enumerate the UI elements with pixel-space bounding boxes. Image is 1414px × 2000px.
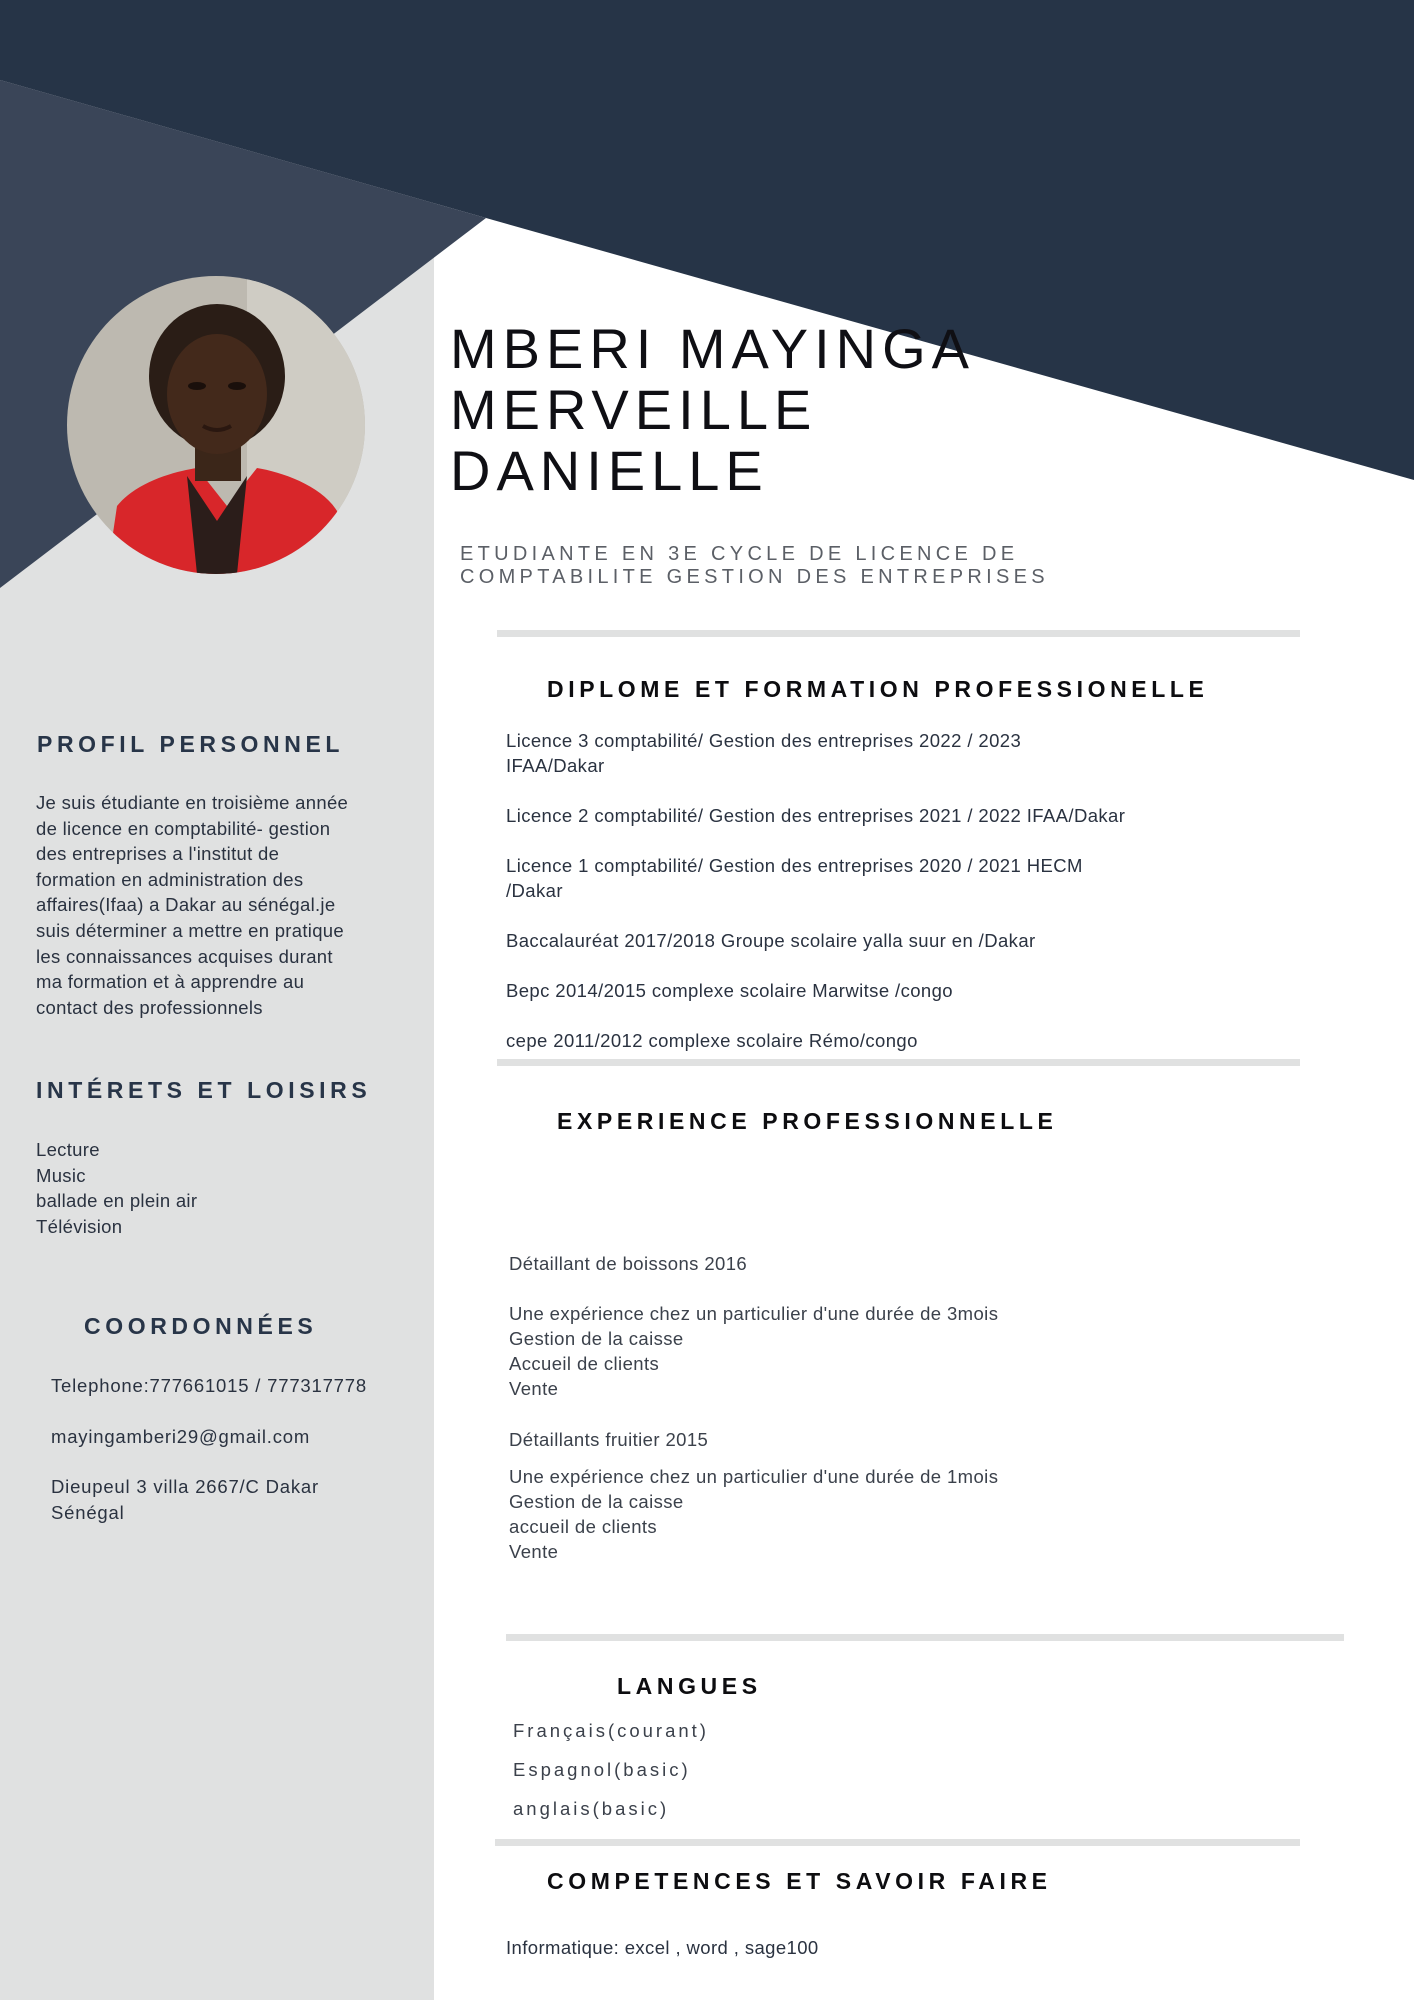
languages-list: [513, 1718, 1013, 1835]
job-1-task-1: Gestion de la caisse: [509, 1328, 684, 1349]
address-line-2: Sénégal: [51, 1501, 125, 1523]
education-item-6: cepe 2011/2012 complexe scolaire Rémo/congo: [506, 1030, 918, 1051]
name-line-1: MBERI MAYINGA: [450, 317, 976, 380]
divider-skills-top: [495, 1839, 1300, 1846]
job-title: [460, 543, 1100, 589]
education-item-3-line-2: /Dakar: [506, 880, 563, 901]
profile-line-2: de licence en comptabilité- gestion: [36, 817, 331, 839]
profile-photo: [67, 276, 365, 574]
profile-line-7: les connaissances acquises durant: [36, 945, 333, 967]
interest-music: Music: [36, 1164, 86, 1186]
name-line-3: DANIELLE: [450, 439, 769, 502]
job-2-heading: Détaillants fruitier 2015: [509, 1429, 709, 1450]
address-line-1: Dieupeul 3 villa 2667/C Dakar: [51, 1476, 319, 1498]
portrait-illustration: [67, 276, 365, 574]
interests-title: INTÉRETS ET LOISIRS: [36, 1077, 372, 1103]
profile-line-8: ma formation et à apprendre au: [36, 971, 305, 993]
profile-line-9: contact des professionnels: [36, 996, 263, 1018]
job-1-task-3: Vente: [509, 1378, 559, 1399]
languages-title: LANGUES: [617, 1673, 762, 1699]
contact-address: [51, 1474, 431, 1525]
job-2-task-1: Gestion de la caisse: [509, 1491, 684, 1512]
job-2-task-3: Vente: [509, 1541, 559, 1562]
skills-text: Informatique: excel , word , sage100: [506, 1937, 819, 1958]
list-item: [506, 978, 1226, 1003]
education-item-1-line-1: Licence 3 comptabilité/ Gestion des entreprises 2022 / 2023: [506, 730, 1022, 751]
divider-experience-top: [497, 1059, 1300, 1066]
education-item-5: Bepc 2014/2015 complexe scolaire Marwitse /congo: [506, 980, 953, 1001]
list-item: [506, 853, 1226, 903]
job-1-heading: Détaillant de boissons 2016: [509, 1253, 748, 1274]
experience-job-2: [509, 1427, 1229, 1564]
education-item-4: Baccalauréat 2017/2018 Groupe scolaire yalla suur en /Dakar: [506, 930, 1036, 951]
job-2-task-2: accueil de clients: [509, 1516, 658, 1537]
job-2-description: Une expérience chez un particulier d'une durée de 1mois: [509, 1466, 999, 1487]
name-line-2: MERVEILLE: [450, 378, 818, 441]
interests-list: [36, 1137, 416, 1239]
contact-details: [51, 1373, 431, 1525]
profile-line-5: affaires(Ifaa) a Dakar au sénégal.je: [36, 894, 336, 916]
divider-education-top: [497, 630, 1300, 637]
list-item: [506, 728, 1226, 778]
full-name: [450, 318, 1210, 501]
profile-title: PROFIL PERSONNEL: [37, 731, 345, 757]
contact-phone: Telephone:777661015 / 777317778: [51, 1375, 367, 1396]
contact-email: mayingamberi29@gmail.com: [51, 1425, 311, 1447]
profile-text: [36, 790, 416, 1020]
profile-line-6: suis déterminer a mettre en pratique: [36, 919, 344, 941]
list-item: [506, 928, 1226, 953]
interest-reading: Lecture: [36, 1139, 100, 1160]
education-item-1-line-2: IFAA/Dakar: [506, 755, 605, 776]
job-title-line-2: COMPTABILITE GESTION DES ENTREPRISES: [460, 566, 1049, 588]
profile-line-3: des entreprises a l'institut de: [36, 843, 280, 865]
experience-title: EXPERIENCE PROFESSIONNELLE: [557, 1108, 1058, 1134]
job-title-line-1: ETUDIANTE EN 3E CYCLE DE LICENCE DE: [460, 543, 1019, 565]
list-item: [506, 803, 1226, 828]
language-english: anglais(basic): [513, 1798, 670, 1819]
list-item: [506, 1028, 1226, 1053]
contact-title: COORDONNÉES: [84, 1313, 318, 1339]
language-french: Français(courant): [513, 1720, 709, 1741]
profile-line-1: Je suis étudiante en troisième année: [36, 792, 349, 813]
education-item-3-line-1: Licence 1 comptabilité/ Gestion des entreprises 2020 / 2021 HECM: [506, 855, 1083, 876]
interest-outdoor-walk: ballade en plein air: [36, 1190, 198, 1212]
job-1-description: Une expérience chez un particulier d'une durée de 3mois: [509, 1303, 999, 1324]
profile-line-4: formation en administration des: [36, 868, 304, 890]
divider-languages-top: [506, 1634, 1344, 1641]
experience-job-1: [509, 1251, 1229, 1401]
education-title: DIPLOME ET FORMATION PROFESSIONELLE: [547, 676, 1209, 702]
education-list: [506, 728, 1226, 1053]
education-item-2: Licence 2 comptabilité/ Gestion des entreprises 2021 / 2022 IFAA/Dakar: [506, 805, 1126, 826]
skills-title: COMPETENCES ET SAVOIR FAIRE: [547, 1868, 1052, 1894]
job-1-task-2: Accueil de clients: [509, 1353, 660, 1374]
interest-television: Télévision: [36, 1215, 123, 1237]
language-spanish: Espagnol(basic): [513, 1759, 691, 1780]
